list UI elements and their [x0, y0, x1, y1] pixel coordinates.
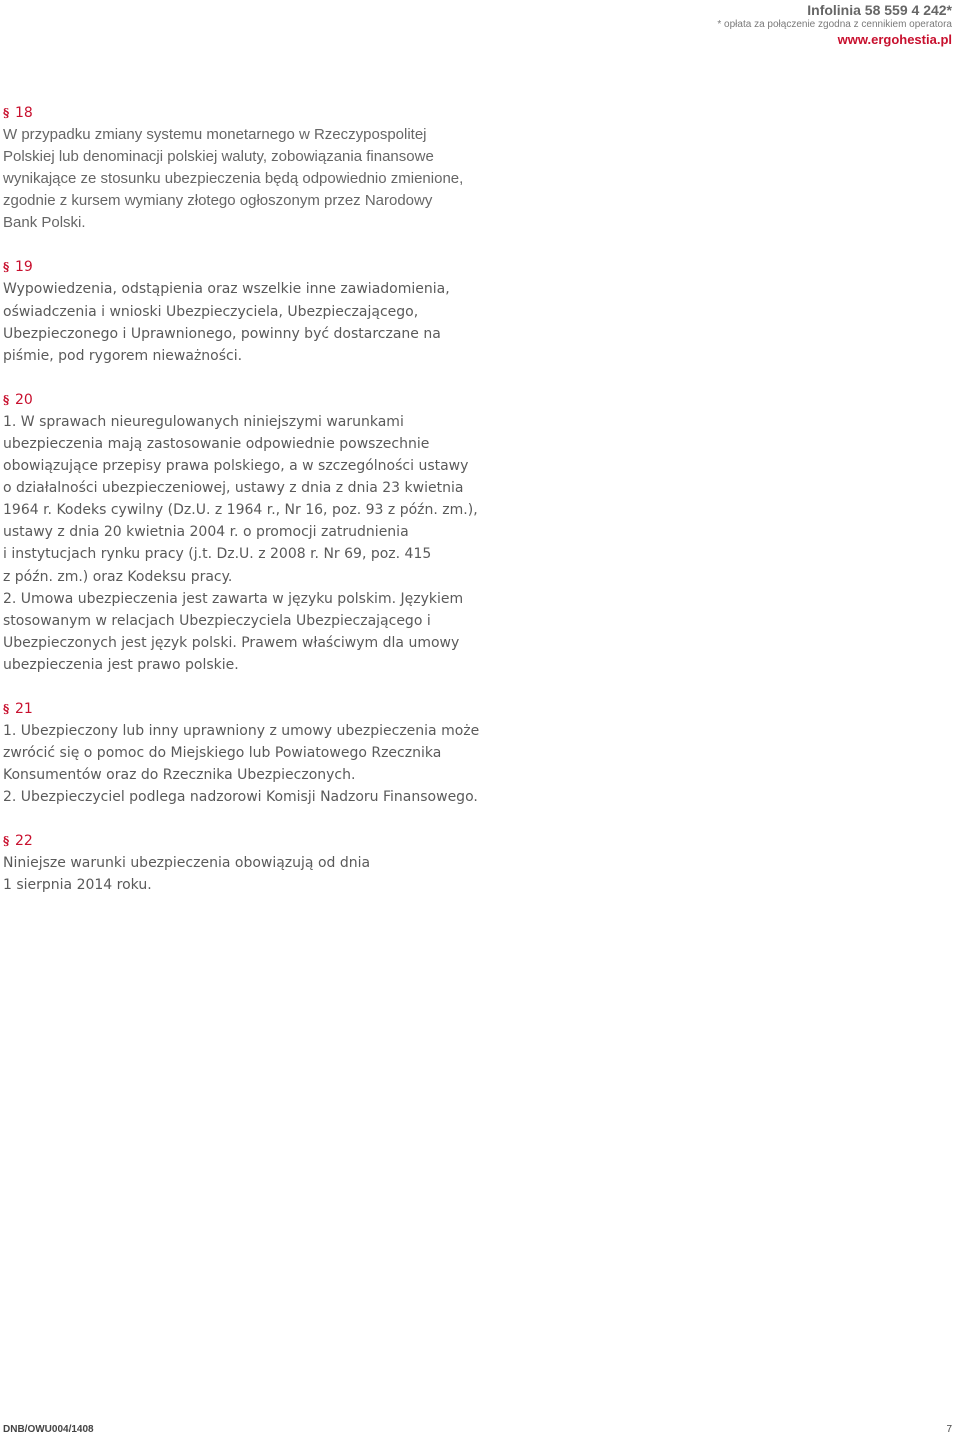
text-line: Konsumentów oraz do Rzecznika Ubezpieczonych.	[3, 767, 356, 784]
text-line: z późn. zm.) oraz Kodeksu pracy.	[3, 568, 233, 585]
text-line: oświadczenia i wnioski Ubezpieczyciela, Ubezpieczającego,	[3, 303, 419, 320]
section-number: 20	[15, 391, 33, 408]
text-line: zwrócić się o pomoc do Miejskiego lub Powiatowego Rzecznika	[3, 745, 442, 762]
section-heading	[3, 256, 623, 278]
call-cost-note: * opłata za połączenie zgodna z cennikiem operatora	[717, 19, 952, 30]
text-line: stosowanym w relacjach Ubezpieczyciela Ubezpieczającego i	[3, 612, 431, 629]
text-line: 2. Ubezpieczyciel podlega nadzorowi Komisji Nadzoru Finansowego.	[3, 789, 478, 806]
page-number: 7	[946, 1424, 952, 1435]
helpline-number: Infolinia 58 559 4 242*	[807, 2, 952, 18]
section-number: 21	[15, 700, 33, 717]
text-line: Niniejsze warunki ubezpieczenia obowiązują od dnia	[3, 855, 371, 872]
text-line: i instytucjach rynku pracy (j.t. Dz.U. z 2008 r. Nr 69, poz. 415	[3, 546, 432, 563]
text-line: Bank Polski.	[3, 214, 86, 232]
section-21	[3, 698, 623, 808]
text-line: 1. Ubezpieczony lub inny uprawniony z umowy ubezpieczenia może	[3, 722, 480, 739]
section-heading	[3, 698, 623, 720]
section-20	[3, 389, 623, 676]
section-sign-icon: §	[3, 834, 10, 849]
text-line: Ubezpieczonych jest język polski. Prawem właściwym dla umowy	[3, 634, 460, 651]
section-number: 22	[15, 833, 33, 850]
text-line: ubezpieczenia mają zastosowanie odpowiednie powszechnie	[3, 435, 430, 452]
document-body	[3, 102, 623, 919]
text-line: ustawy z dnia 20 kwietnia 2004 r. o promocji zatrudnienia	[3, 524, 409, 541]
text-line: W przypadku zmiany systemu monetarnego w Rzeczypospolitej	[3, 126, 427, 143]
text-line: wynikające ze stosunku ubezpieczenia będą odpowiednio zmienione,	[3, 170, 464, 188]
text-line: o działalności ubezpieczeniowej, ustawy z dnia z dnia 23 kwietnia	[3, 480, 464, 497]
text-line: Polskiej lub denominacji polskiej waluty, zobowiązania finansowe	[3, 148, 434, 166]
section-heading	[3, 830, 623, 852]
text-line: 1 sierpnia 2014 roku.	[3, 877, 152, 894]
section-19	[3, 256, 623, 366]
text-line: zgodnie z kursem wymiany złotego ogłoszonym przez Narodowy	[3, 192, 433, 210]
section-heading	[3, 389, 623, 411]
page-header	[717, 0, 952, 49]
section-number: 19	[15, 259, 33, 276]
text-line: ubezpieczenia jest prawo polskie.	[3, 656, 239, 673]
text-line: obowiązujące przepisy prawa polskiego, a w szczególności ustawy	[3, 458, 469, 475]
text-line: 1. W sprawach nieuregulowanych niniejszymi warunkami	[3, 413, 404, 430]
document-code: DNB/OWU004/1408	[3, 1424, 94, 1435]
section-sign-icon: §	[3, 260, 10, 275]
section-number: 18	[15, 105, 33, 121]
section-sign-icon: §	[3, 106, 10, 120]
section-18	[3, 102, 623, 234]
text-line: Ubezpieczonego i Uprawnionego, powinny być dostarczane na	[3, 325, 441, 342]
text-line: 1964 r. Kodeks cywilny (Dz.U. z 1964 r., Nr 16, poz. 93 z późn. zm.),	[3, 502, 478, 519]
text-line: piśmie, pod rygorem nieważności.	[3, 347, 243, 364]
website-link[interactable]: www.ergohestia.pl	[837, 32, 952, 47]
text-line: Wypowiedzenia, odstąpienia oraz wszelkie inne zawiadomienia,	[3, 281, 450, 298]
section-22	[3, 830, 623, 896]
section-heading	[3, 102, 623, 124]
section-sign-icon: §	[3, 392, 10, 407]
text-line: 2. Umowa ubezpieczenia jest zawarta w języku polskim. Językiem	[3, 590, 464, 607]
section-sign-icon: §	[3, 701, 10, 716]
